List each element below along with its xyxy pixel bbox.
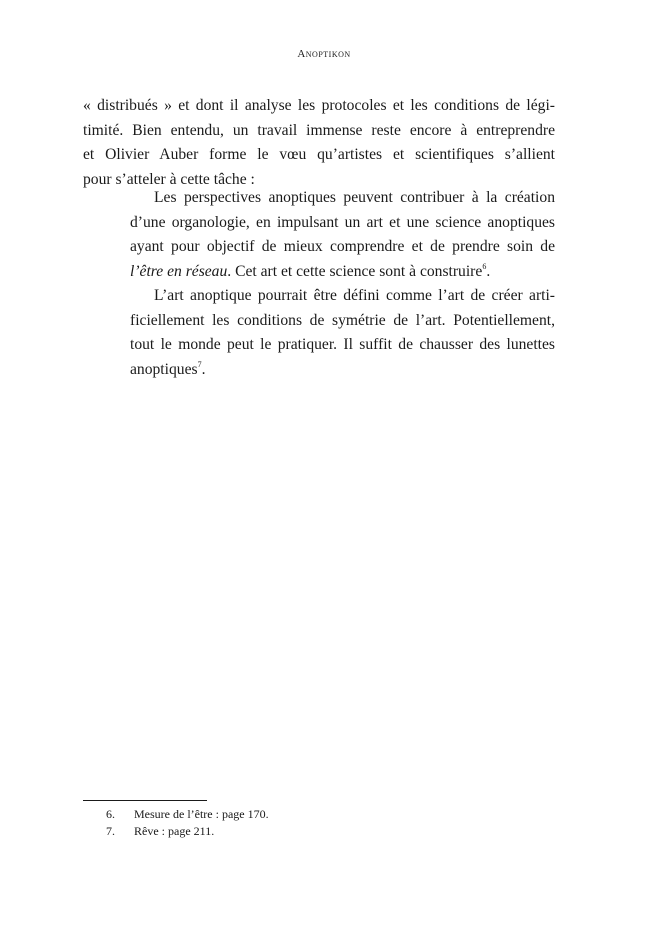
italic-phrase: l’être en réseau — [130, 262, 228, 280]
footnote-divider — [83, 800, 207, 801]
footnote-number: 6. — [106, 807, 115, 821]
quote-line: L’art anoptique pourrait être défini comme l’art de créer arti- — [154, 287, 555, 304]
quote-text: . Cet art et cette science sont à construire — [227, 262, 483, 280]
block-quote — [130, 186, 555, 382]
body-line: et Olivier Auber forme le vœu qu’artistes et scientifiques s’allient — [83, 146, 555, 163]
body-line: « distribués » et dont il analyse les protocoles et les conditions de légi- — [83, 97, 555, 114]
quote-line — [130, 260, 555, 285]
running-head: Anoptikon — [297, 48, 351, 60]
footnote-ref-6[interactable]: 6 — [482, 261, 487, 271]
footnote-6 — [106, 806, 269, 823]
quote-line: Les perspectives anoptiques peuvent contribuer à la création — [154, 189, 555, 206]
quote-text: . — [486, 262, 491, 280]
footnote-text: Mesure de l’être : page 170. — [134, 807, 269, 821]
footnote-text: Rêve : page 211. — [134, 824, 215, 838]
quote-line: d’une organologie, en impulsant un art et une science anoptiques — [130, 213, 555, 231]
footnote-7 — [106, 823, 269, 840]
body-line: timité. Bien entendu, un travail immense reste encore à entreprendre — [83, 121, 555, 139]
body-paragraph — [83, 94, 555, 192]
quote-line: ficiellement les conditions de symétrie de l’art. Potentiellement, — [130, 311, 555, 329]
quote-text: anoptiques — [130, 360, 198, 378]
quote-line: ayant pour objectif de mieux comprendre et de prendre soin de — [130, 238, 555, 255]
quote-line — [130, 358, 555, 383]
quote-line: tout le monde peut le pratiquer. Il suffit de chausser des lunettes — [130, 336, 555, 353]
footnote-ref-7[interactable]: 7 — [197, 359, 202, 369]
footnotes — [106, 806, 269, 840]
footnote-number: 7. — [106, 824, 115, 838]
quote-text: . — [201, 360, 206, 378]
body-line: pour s’atteler à cette tâche : — [83, 170, 255, 188]
